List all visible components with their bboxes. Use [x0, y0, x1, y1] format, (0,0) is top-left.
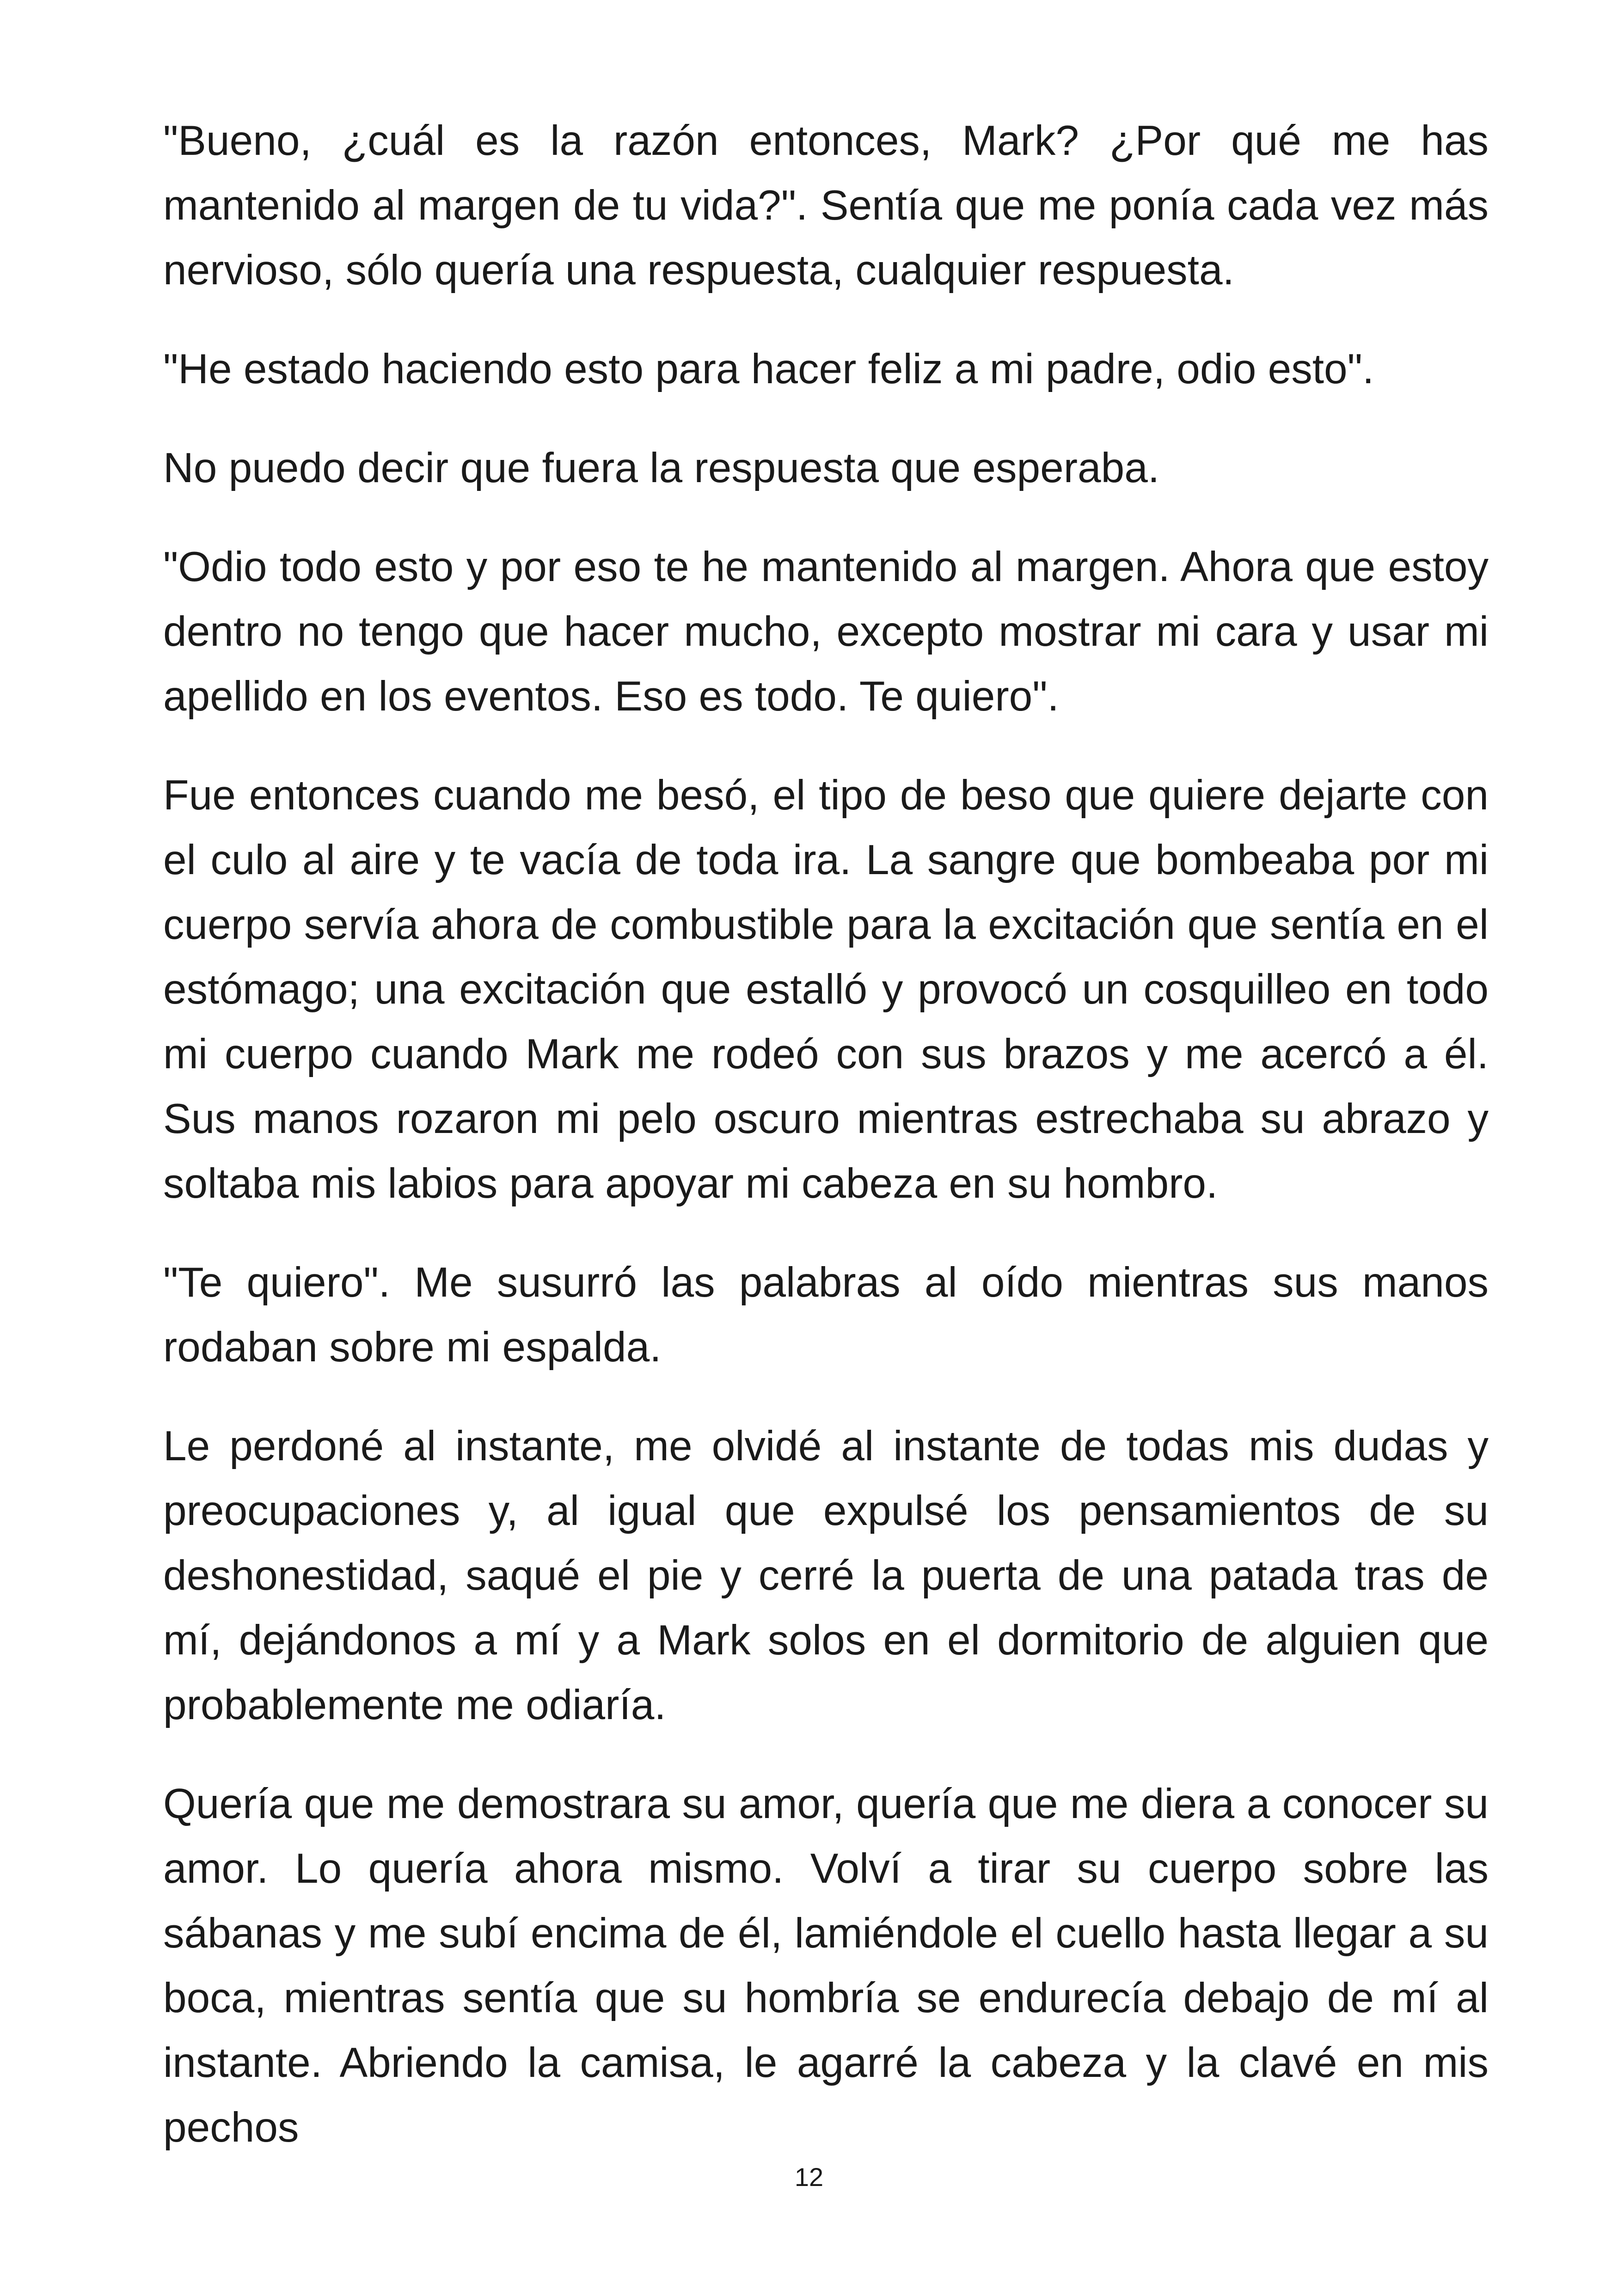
paragraph-1: "Bueno, ¿cuál es la razón entonces, Mark? ¿Por qué me has mantenido al margen de tu vida?". Sentía que me ponía cada vez más nervioso, sólo quería una respuesta, cualquier respuesta.: [163, 117, 1489, 294]
paragraph-4: "Odio todo esto y por eso te he mantenido al margen. Ahora que estoy dentro no tengo que hacer mucho, excepto mostrar mi cara y usar mi apellido en los eventos. Eso es todo. Te quiero".: [163, 544, 1489, 720]
paragraph-6: "Te quiero". Me susurró las palabras al oído mientras sus manos rodaban sobre mi espalda.: [163, 1259, 1489, 1371]
paragraph-7: Le perdoné al instante, me olvidé al instante de todas mis dudas y preocupaciones y, al igual que expulsé los pensamientos de su deshonestidad, saqué el pie y cerré la puerta de una patada tras de mí, dejándonos a mí y a Mark solos en el dormitorio de alguien que probablemente me odiaría.: [163, 1423, 1489, 1728]
paragraph-2: "He estado haciendo esto para hacer feliz a mi padre, odio esto".: [163, 346, 1374, 392]
paragraph-3: No puedo decir que fuera la respuesta que esperaba.: [163, 445, 1160, 491]
page-number: 12: [794, 2162, 824, 2192]
paragraph-5: Fue entonces cuando me besó, el tipo de beso que quiere dejarte con el culo al aire y te vacía de toda ira. La sangre que bombeaba por mi cuerpo servía ahora de combustible para la excitación que sentía en el estómago; una excitación que estalló y provocó un cosquilleo en todo mi cuerpo cuando Mark me rodeó con sus brazos y me acercó a él. Sus manos rozaron mi pelo oscuro mientras estrechaba su abrazo y soltaba mis labios para apoyar mi cabeza en su hombro.: [163, 772, 1489, 1207]
paragraph-8: Quería que me demostrara su amor, quería que me diera a conocer su amor. Lo quería ahora mismo. Volví a tirar su cuerpo sobre las sábanas y me subí encima de él, lamiéndole el cuello hasta llegar a su boca, mientras sentía que su hombría se endurecía debajo de mí al instante. Abriendo la camisa, le agarré la cabeza y la clavé en mis pechos: [163, 1781, 1489, 2151]
body-text: [163, 109, 1489, 2194]
